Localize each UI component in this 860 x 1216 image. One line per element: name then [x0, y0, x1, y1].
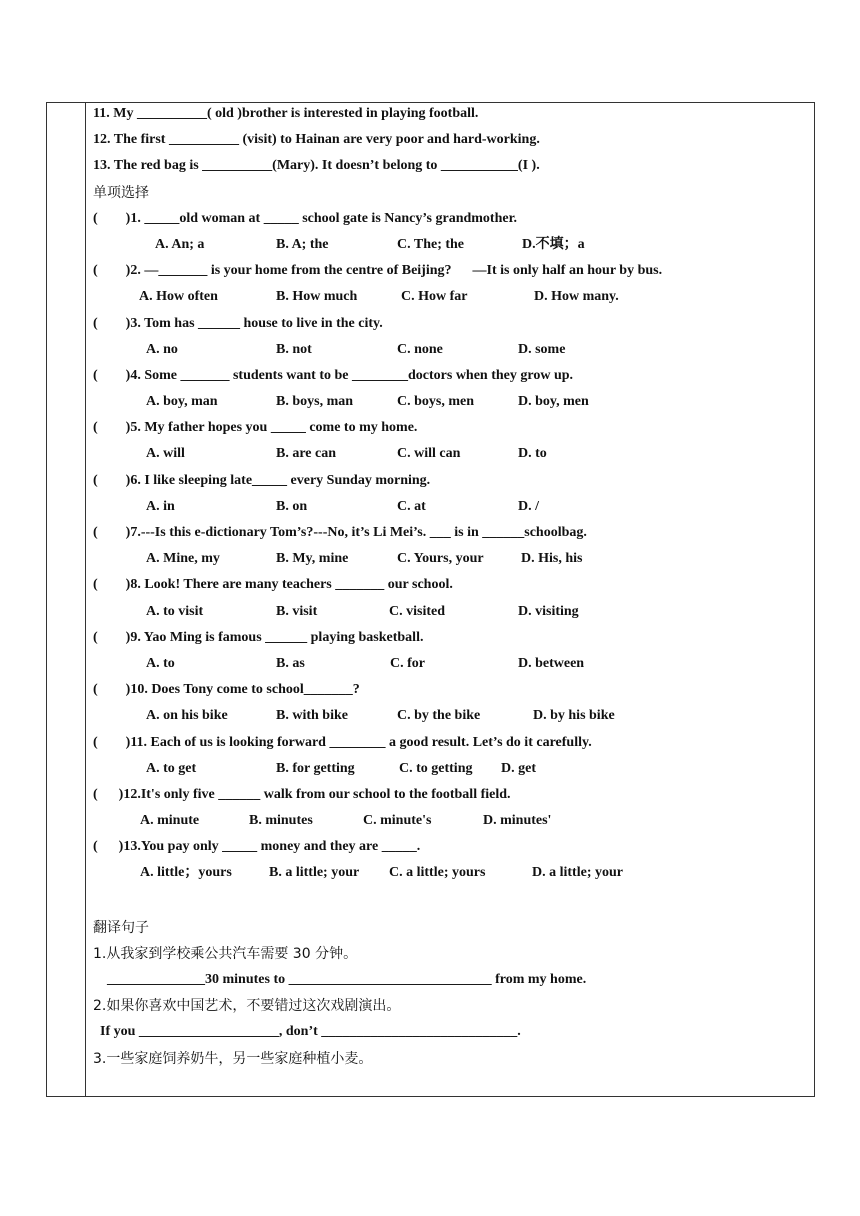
question-stem	[93, 735, 809, 761]
translation-prompt-text: 3.一些家庭饲养奶牛，另一些家庭种植小麦。	[93, 1050, 373, 1067]
translation-prompt-text: 1.从我家到学校乘公共汽车需要 30 分钟。	[93, 945, 358, 962]
option-c: C. will can	[397, 446, 461, 462]
question-options	[93, 551, 809, 577]
question-options	[93, 446, 809, 472]
option-d: D. some	[518, 341, 566, 357]
option-c: C. boys, men	[397, 394, 475, 410]
option-c: C. minute's	[363, 813, 432, 829]
question-options	[93, 289, 809, 315]
question-stem-text: ( )10. Does Tony come to school_______?	[93, 682, 360, 698]
fill-in-item-text: 11. My __________( old )brother is interested in playing football.	[93, 106, 479, 121]
option-c: C. The; the	[397, 236, 465, 252]
option-a: A. no	[146, 341, 178, 357]
question-stem	[93, 630, 809, 656]
question-stem-text: ( )12.It's only five ______ walk from our school to the football field.	[93, 786, 511, 802]
question-stem	[93, 787, 809, 813]
fill-in-item	[93, 132, 809, 158]
option-b: B. are can	[276, 446, 337, 462]
option-c: C. a little; yours	[389, 865, 486, 881]
option-b: B. a little; your	[269, 865, 360, 881]
fill-in-item-text: 12. The first __________ (visit) to Hainan are very poor and hard-working.	[93, 132, 540, 148]
section-title-translation-text: 翻译句子	[93, 919, 149, 936]
option-a: A. to get	[146, 760, 197, 776]
question-stem	[93, 682, 809, 708]
question-stem	[93, 316, 809, 342]
translation-answer-line-text: If you ____________________, don’t ____________________________.	[93, 1024, 521, 1040]
question-stem	[93, 473, 809, 499]
worksheet-content	[93, 106, 809, 1077]
question-options	[93, 394, 809, 420]
question-options	[93, 342, 809, 368]
option-c: C. at	[397, 498, 426, 514]
fill-in-item	[93, 106, 809, 132]
question-stem-text: ( )8. Look! There are many teachers _______ our school.	[93, 577, 453, 593]
fill-in-item	[93, 158, 809, 184]
option-b: B. not	[276, 341, 312, 357]
translation-prompt	[93, 998, 809, 1024]
translation-answer-line-text: ______________30 minutes to _____________________________ from my home.	[93, 972, 587, 987]
question-stem	[93, 577, 809, 603]
question-stem	[93, 525, 809, 551]
option-b: B. My, mine	[276, 551, 349, 567]
question-stem	[93, 368, 809, 394]
translation-answer-line	[93, 1024, 809, 1050]
option-b: B. with bike	[276, 708, 348, 724]
option-d: D. between	[518, 655, 585, 671]
question-stem-text: ( )13.You pay only _____ money and they are _____.	[93, 839, 421, 855]
question-stem-text: ( )3. Tom has ______ house to live in the city.	[93, 315, 383, 331]
question-stem-text: ( )5. My father hopes you _____ come to my home.	[93, 420, 418, 436]
translation-answer-line	[93, 972, 809, 998]
option-b: B. boys, man	[276, 394, 354, 410]
question-stem	[93, 420, 809, 446]
option-d: D. get	[501, 760, 536, 776]
translation-prompt	[93, 1051, 809, 1077]
option-c: C. visited	[389, 603, 445, 619]
section-title-single-choice	[93, 185, 809, 211]
option-d: D. How many.	[534, 289, 619, 305]
option-b: B. visit	[276, 603, 318, 619]
option-b: B. for getting	[276, 760, 355, 776]
question-stem	[93, 839, 809, 865]
option-d: D. boy, men	[518, 394, 589, 410]
question-options	[93, 237, 809, 263]
option-d: D. /	[518, 498, 539, 514]
option-a: A. will	[146, 446, 185, 462]
question-stem-text: ( )9. Yao Ming is famous ______ playing basketball.	[93, 629, 424, 645]
option-d: D. by his bike	[533, 708, 615, 724]
question-stem-text: ( )4. Some _______ students want to be ________doctors when they grow up.	[93, 367, 574, 383]
spacer	[93, 892, 809, 920]
option-c: C. by the bike	[397, 708, 481, 724]
option-c: C. to getting	[399, 760, 473, 776]
option-a: A. in	[146, 498, 175, 514]
question-options	[93, 708, 809, 734]
option-d: D. a little; your	[532, 865, 623, 881]
option-d: D. His, his	[521, 551, 583, 567]
column-divider	[85, 102, 86, 1097]
option-a: A. to	[146, 655, 175, 671]
question-stem-text: ( )7.---Is this e-dictionary Tom’s?---No, it’s Li Mei’s. ___ is in ______schoolbag.	[93, 525, 587, 540]
question-options	[93, 761, 809, 787]
option-b: B. A; the	[276, 236, 329, 252]
option-d: D. to	[518, 446, 547, 462]
option-a: A. minute	[140, 813, 200, 829]
option-b: B. as	[276, 655, 305, 671]
option-a: A. How often	[139, 289, 218, 305]
question-options	[93, 865, 809, 891]
option-a: A. to visit	[146, 603, 204, 619]
option-a: A. on his bike	[146, 708, 228, 724]
question-options	[93, 604, 809, 630]
question-stem-text: ( )6. I like sleeping late_____ every Sunday morning.	[93, 472, 431, 488]
option-c: C. How far	[401, 289, 468, 305]
option-a: A. boy, man	[146, 394, 218, 410]
option-c: C. none	[397, 341, 443, 357]
option-b: B. How much	[276, 289, 358, 305]
question-options	[93, 656, 809, 682]
fill-in-item-text: 13. The red bag is __________(Mary). It doesn’t belong to ___________(I ).	[93, 158, 540, 174]
question-options	[93, 499, 809, 525]
question-stem	[93, 211, 809, 237]
option-a: A. Mine, my	[146, 551, 220, 567]
question-stem	[93, 263, 809, 289]
question-options	[93, 813, 809, 839]
question-stem-text: ( )2. —_______ is your home from the centre of Beijing? —It is only half an hour by bus.	[93, 263, 663, 279]
option-d: D. minutes'	[483, 813, 552, 829]
option-d: D. visiting	[518, 603, 579, 619]
section-title-single-choice-text: 单项选择	[93, 184, 149, 201]
option-a: A. An; a	[155, 236, 205, 252]
option-a: A. little；yours	[140, 865, 232, 881]
option-b: B. on	[276, 498, 308, 514]
option-c: C. for	[390, 655, 425, 671]
translation-prompt	[93, 946, 809, 972]
option-b: B. minutes	[249, 813, 313, 829]
question-stem-text: ( )1. _____old woman at _____ school gate is Nancy’s grandmother.	[93, 210, 518, 226]
translation-prompt-text: 2.如果你喜欢中国艺术，不要错过这次戏剧演出。	[93, 998, 401, 1015]
section-title-translation	[93, 920, 809, 946]
option-d: D.不填；a	[522, 236, 585, 252]
question-stem-text: ( )11. Each of us is looking forward ________ a good result. Let’s do it carefully.	[93, 734, 592, 750]
option-c: C. Yours, your	[397, 551, 484, 567]
